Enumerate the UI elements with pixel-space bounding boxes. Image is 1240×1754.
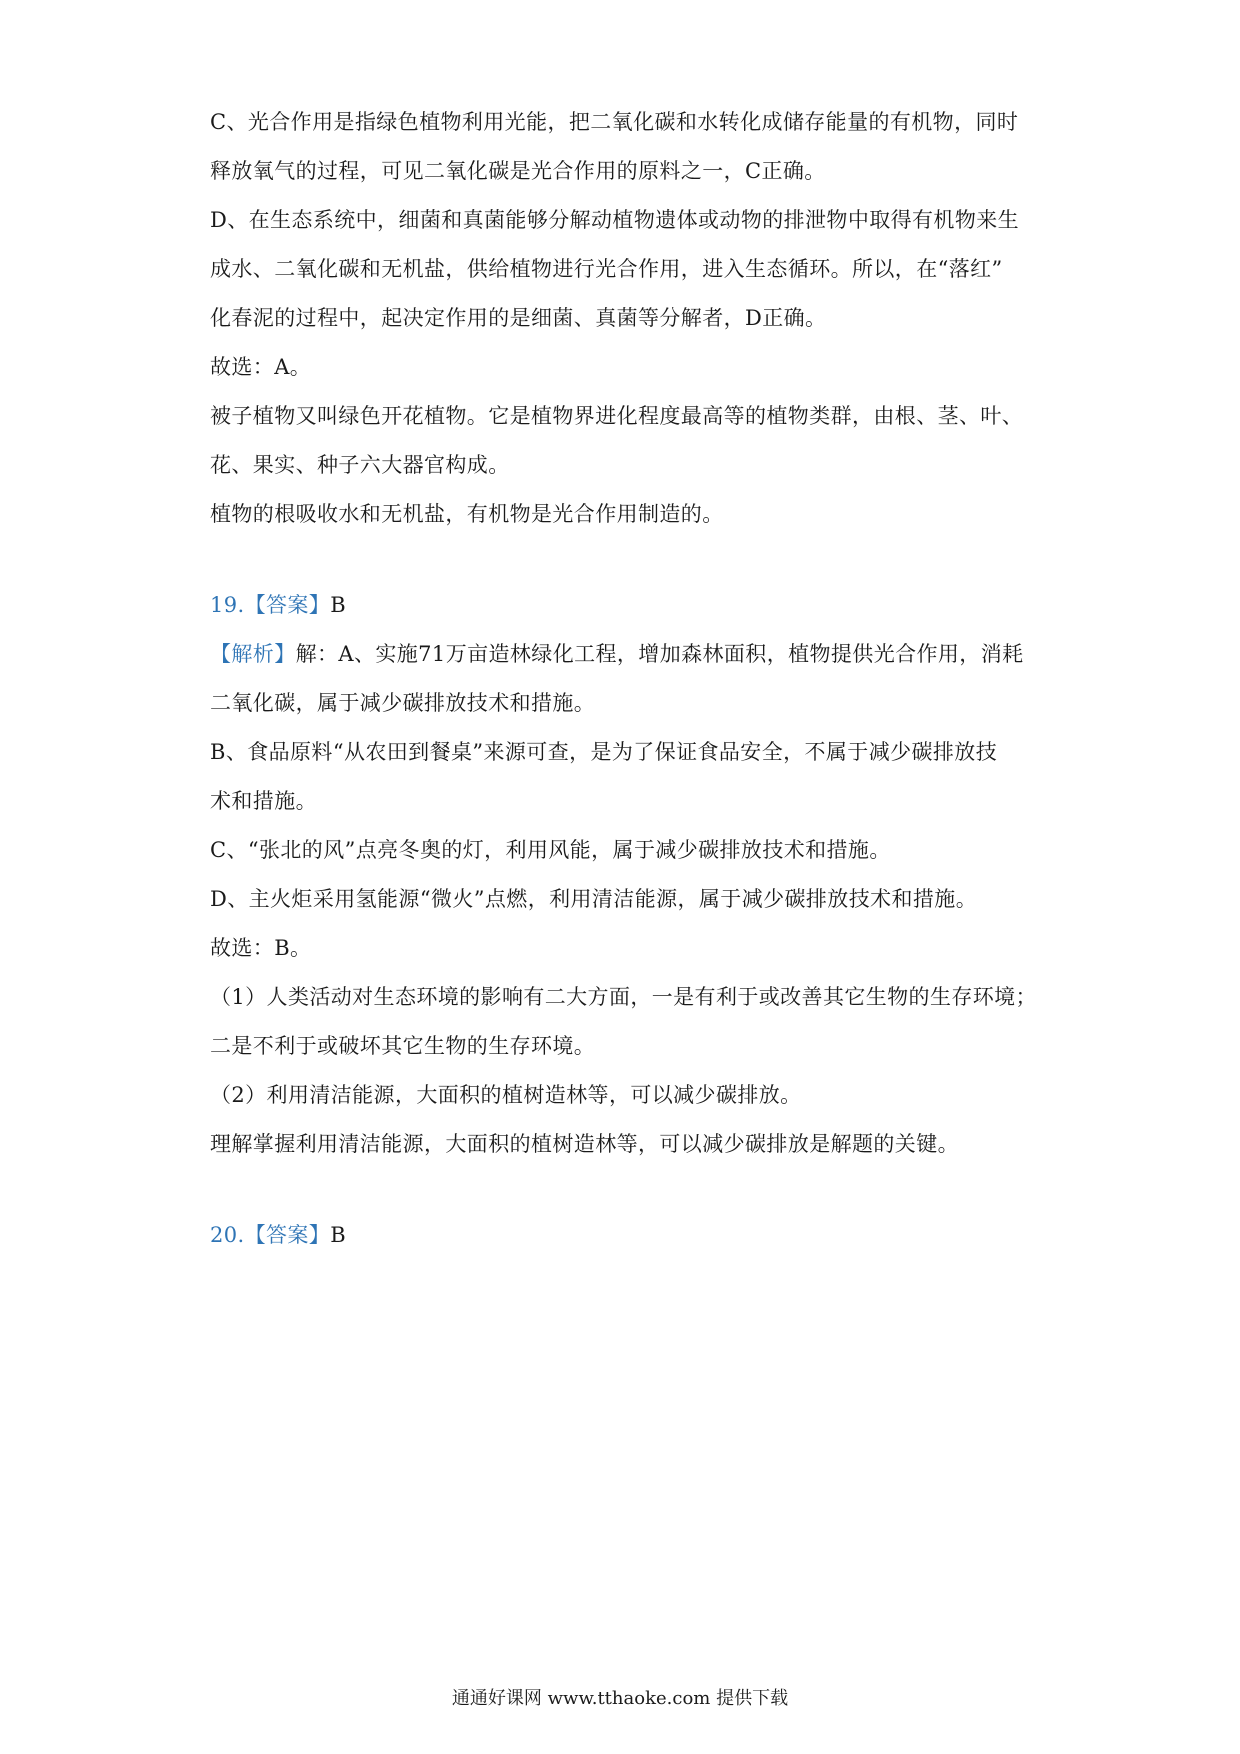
text-line: 理解掌握利用清洁能源，大面积的植树造林等，可以减少碳排放是解题的关键。 — [210, 1132, 959, 1156]
q20-answer-tag: 【答案】 — [244, 1223, 331, 1247]
text-line: 化春泥的过程中，起决定作用的是细菌、真菌等分解者，D正确。 — [210, 306, 827, 330]
text-line: 释放氧气的过程，可见二氧化碳是光合作用的原料之一，C正确。 — [210, 159, 826, 183]
document-content — [210, 98, 1040, 1260]
q20-answer: B — [330, 1223, 347, 1247]
text-line: 被子植物又叫绿色开花植物。它是植物界进化程度最高等的植物类群，由根、茎、叶、 — [210, 404, 1024, 428]
section-gap — [210, 539, 1040, 581]
q19-answer: B — [330, 593, 347, 617]
text-line: B、食品原料“从农田到餐桌”来源可查，是为了保证食品安全，不属于减少碳排放技 — [210, 740, 998, 764]
q20-number: 20. — [210, 1223, 245, 1247]
text-line: （2）利用清洁能源，大面积的植树造林等，可以减少碳排放。 — [210, 1083, 802, 1107]
section-gap — [210, 1169, 1040, 1211]
text-line: D、主火炬采用氢能源“微火”点燃，利用清洁能源，属于减少碳排放技术和措施。 — [210, 887, 978, 911]
text-line: 二是不利于或破坏其它生物的生存环境。 — [210, 1034, 596, 1058]
text-line: 二氧化碳，属于减少碳排放技术和措施。 — [210, 691, 596, 715]
page-footer: 通通好课网 www.tthaoke.com 提供下载 — [451, 1688, 789, 1709]
q19-answer-tag: 【答案】 — [244, 593, 331, 617]
text-line: 术和措施。 — [210, 789, 317, 813]
text-line: D、在生态系统中，细菌和真菌能够分解动植物遗体或动物的排泄物中取得有机物来生 — [210, 208, 1020, 232]
text-line: （1）人类活动对生态环境的影响有二大方面，一是有利于或改善其它生物的生存环境； — [210, 985, 1037, 1009]
q19-analysis-tag: 【解析】 — [210, 642, 296, 666]
q19-answer-line — [210, 581, 1040, 630]
q20-answer-line — [210, 1211, 1040, 1260]
q19-analysis-line — [210, 630, 1040, 679]
q19-number: 19. — [210, 593, 245, 617]
text-line: 花、果实、种子六大器官构成。 — [210, 453, 510, 477]
text-line: 植物的根吸收水和无机盐，有机物是光合作用制造的。 — [210, 502, 724, 526]
text-line: 成水、二氧化碳和无机盐，供给植物进行光合作用，进入生态循环。所以，在“落红” — [210, 257, 1003, 281]
text-line: C、“张北的风”点亮冬奥的灯，利用风能，属于减少碳排放技术和措施。 — [210, 838, 891, 862]
text-line: 故选：A。 — [210, 355, 312, 379]
q19-analysis-first: 解：A、实施71万亩造林绿化工程，增加森林面积，植物提供光合作用，消耗 — [295, 642, 1024, 666]
text-line: 故选：B。 — [210, 936, 312, 960]
text-line: C、光合作用是指绿色植物利用光能，把二氧化碳和水转化成储存能量的有机物，同时 — [210, 110, 1019, 134]
